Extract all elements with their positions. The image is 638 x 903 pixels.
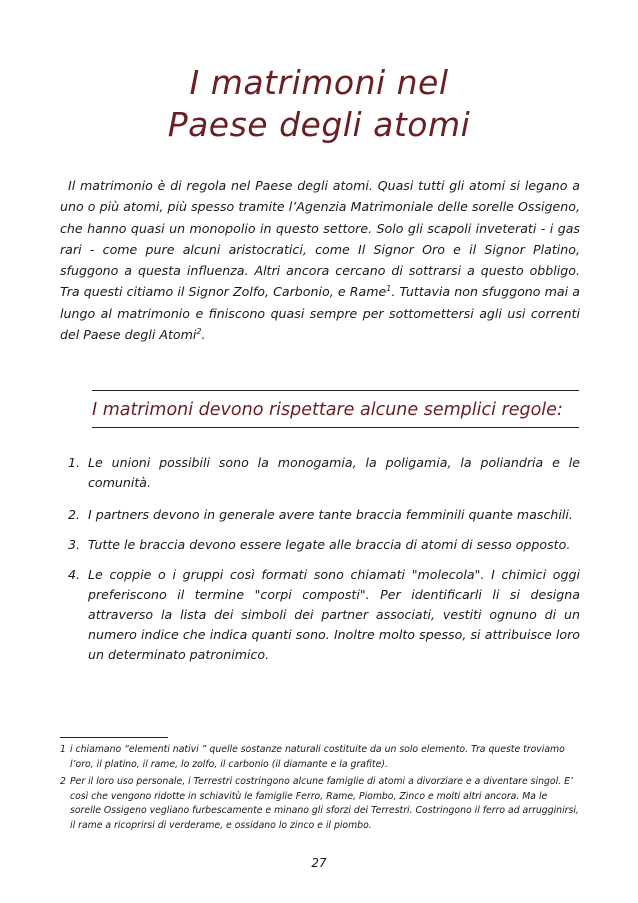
- page-title: [0, 62, 638, 146]
- rule-item: [60, 505, 580, 525]
- rule-number: 2.: [68, 507, 81, 522]
- intro-paragraph: [60, 175, 580, 345]
- rules-list: [60, 453, 580, 665]
- footnote-ref-2: 2: [196, 326, 202, 336]
- rule-item: [60, 535, 580, 555]
- page-title-line-1: I matrimoni nel: [189, 63, 449, 102]
- rule-item: [60, 453, 580, 493]
- rule-number: 4.: [68, 567, 81, 582]
- heading-bottom-rule: [92, 427, 579, 428]
- footnote-separator: [60, 737, 168, 738]
- footnote-item: [60, 775, 580, 833]
- rule-number: 1.: [68, 455, 81, 470]
- footnote-number: 2: [60, 776, 66, 787]
- rules-heading: I matrimoni devono rispettare alcune semplici regole:: [92, 400, 563, 420]
- footnote-text: Per il loro uso personale, i Terrestri costringono alcune famiglie di atomi a divorziare e a diventare singol. E’ così che vengono ridotte in schiavitù le famiglie Ferro, Rame, Piombo, Zinco e molti altri ancora. Ma le sorelle Ossigeno vegliano furbescamente e minano gli sforzi dei Terrestri. Costringono il ferro ad arrugginirsi, il rame a ricoprirsi di verderame, e ossidano lo zinco e il piombo.: [70, 776, 579, 831]
- intro-text-c: .: [201, 327, 206, 343]
- rule-text: Tutte le braccia devono essere legate alle braccia di atomi di sesso opposto.: [88, 537, 571, 552]
- page-title-line-2: Paese degli atomi: [167, 105, 471, 144]
- rule-text: Le unioni possibili sono la monogamia, la poligamia, la poliandria e le comunità.: [88, 455, 580, 490]
- heading-top-rule: [92, 390, 579, 391]
- rule-text: I partners devono in generale avere tante braccia femminili quante maschili.: [88, 507, 573, 522]
- rule-number: 3.: [68, 537, 81, 552]
- footnote-ref-1: 1: [386, 284, 392, 294]
- footnotes: [60, 743, 580, 836]
- intro-text-b: . Tuttavia non sfuggono mai a lungo al matrimonio e finiscono quasi sempre per sottomettersi agli usi correnti del Paese degli Atomi: [60, 284, 580, 343]
- rule-text: Le coppie o i gruppi così formati sono chiamati "molecola". I chimici oggi preferiscono il termine "corpi composti". Per identificarli li si designa attraverso la lista dei simboli dei partner associati, vestiti ognuno di un numero indice che indica quanti sono. Inoltre molto spesso, si attribuisce loro un determinato patronimico.: [88, 567, 580, 662]
- intro-text-a: Il matrimonio è di regola nel Paese degli atomi. Quasi tutti gli atomi si legano a uno o più atomi, più spesso tramite l’Agenzia Matrimoniale delle sorelle Ossigeno, che hanno quasi un monopolio in questo settore. Solo gli scapoli inveterati - i gas rari - come pure alcuni aristocratici, come Il Signor Oro e il Signor Platino, sfuggono a questa influenza. Altri ancora cercano di sottrarsi a questo obbligo. Tra questi citiamo il Signor Zolfo, Carbonio, e Rame: [60, 178, 580, 300]
- page-number: 27: [311, 856, 327, 870]
- rule-item: [60, 565, 580, 665]
- footnote-number: 1: [60, 744, 66, 755]
- footnote-text: i chiamano “elementi nativi ” quelle sostanze naturali costituite da un solo elemento. Tra queste troviamo l’oro, il platino, il rame, lo zolfo, il carbonio (il diamante e la grafite).: [70, 744, 565, 770]
- footnote-item: [60, 743, 580, 772]
